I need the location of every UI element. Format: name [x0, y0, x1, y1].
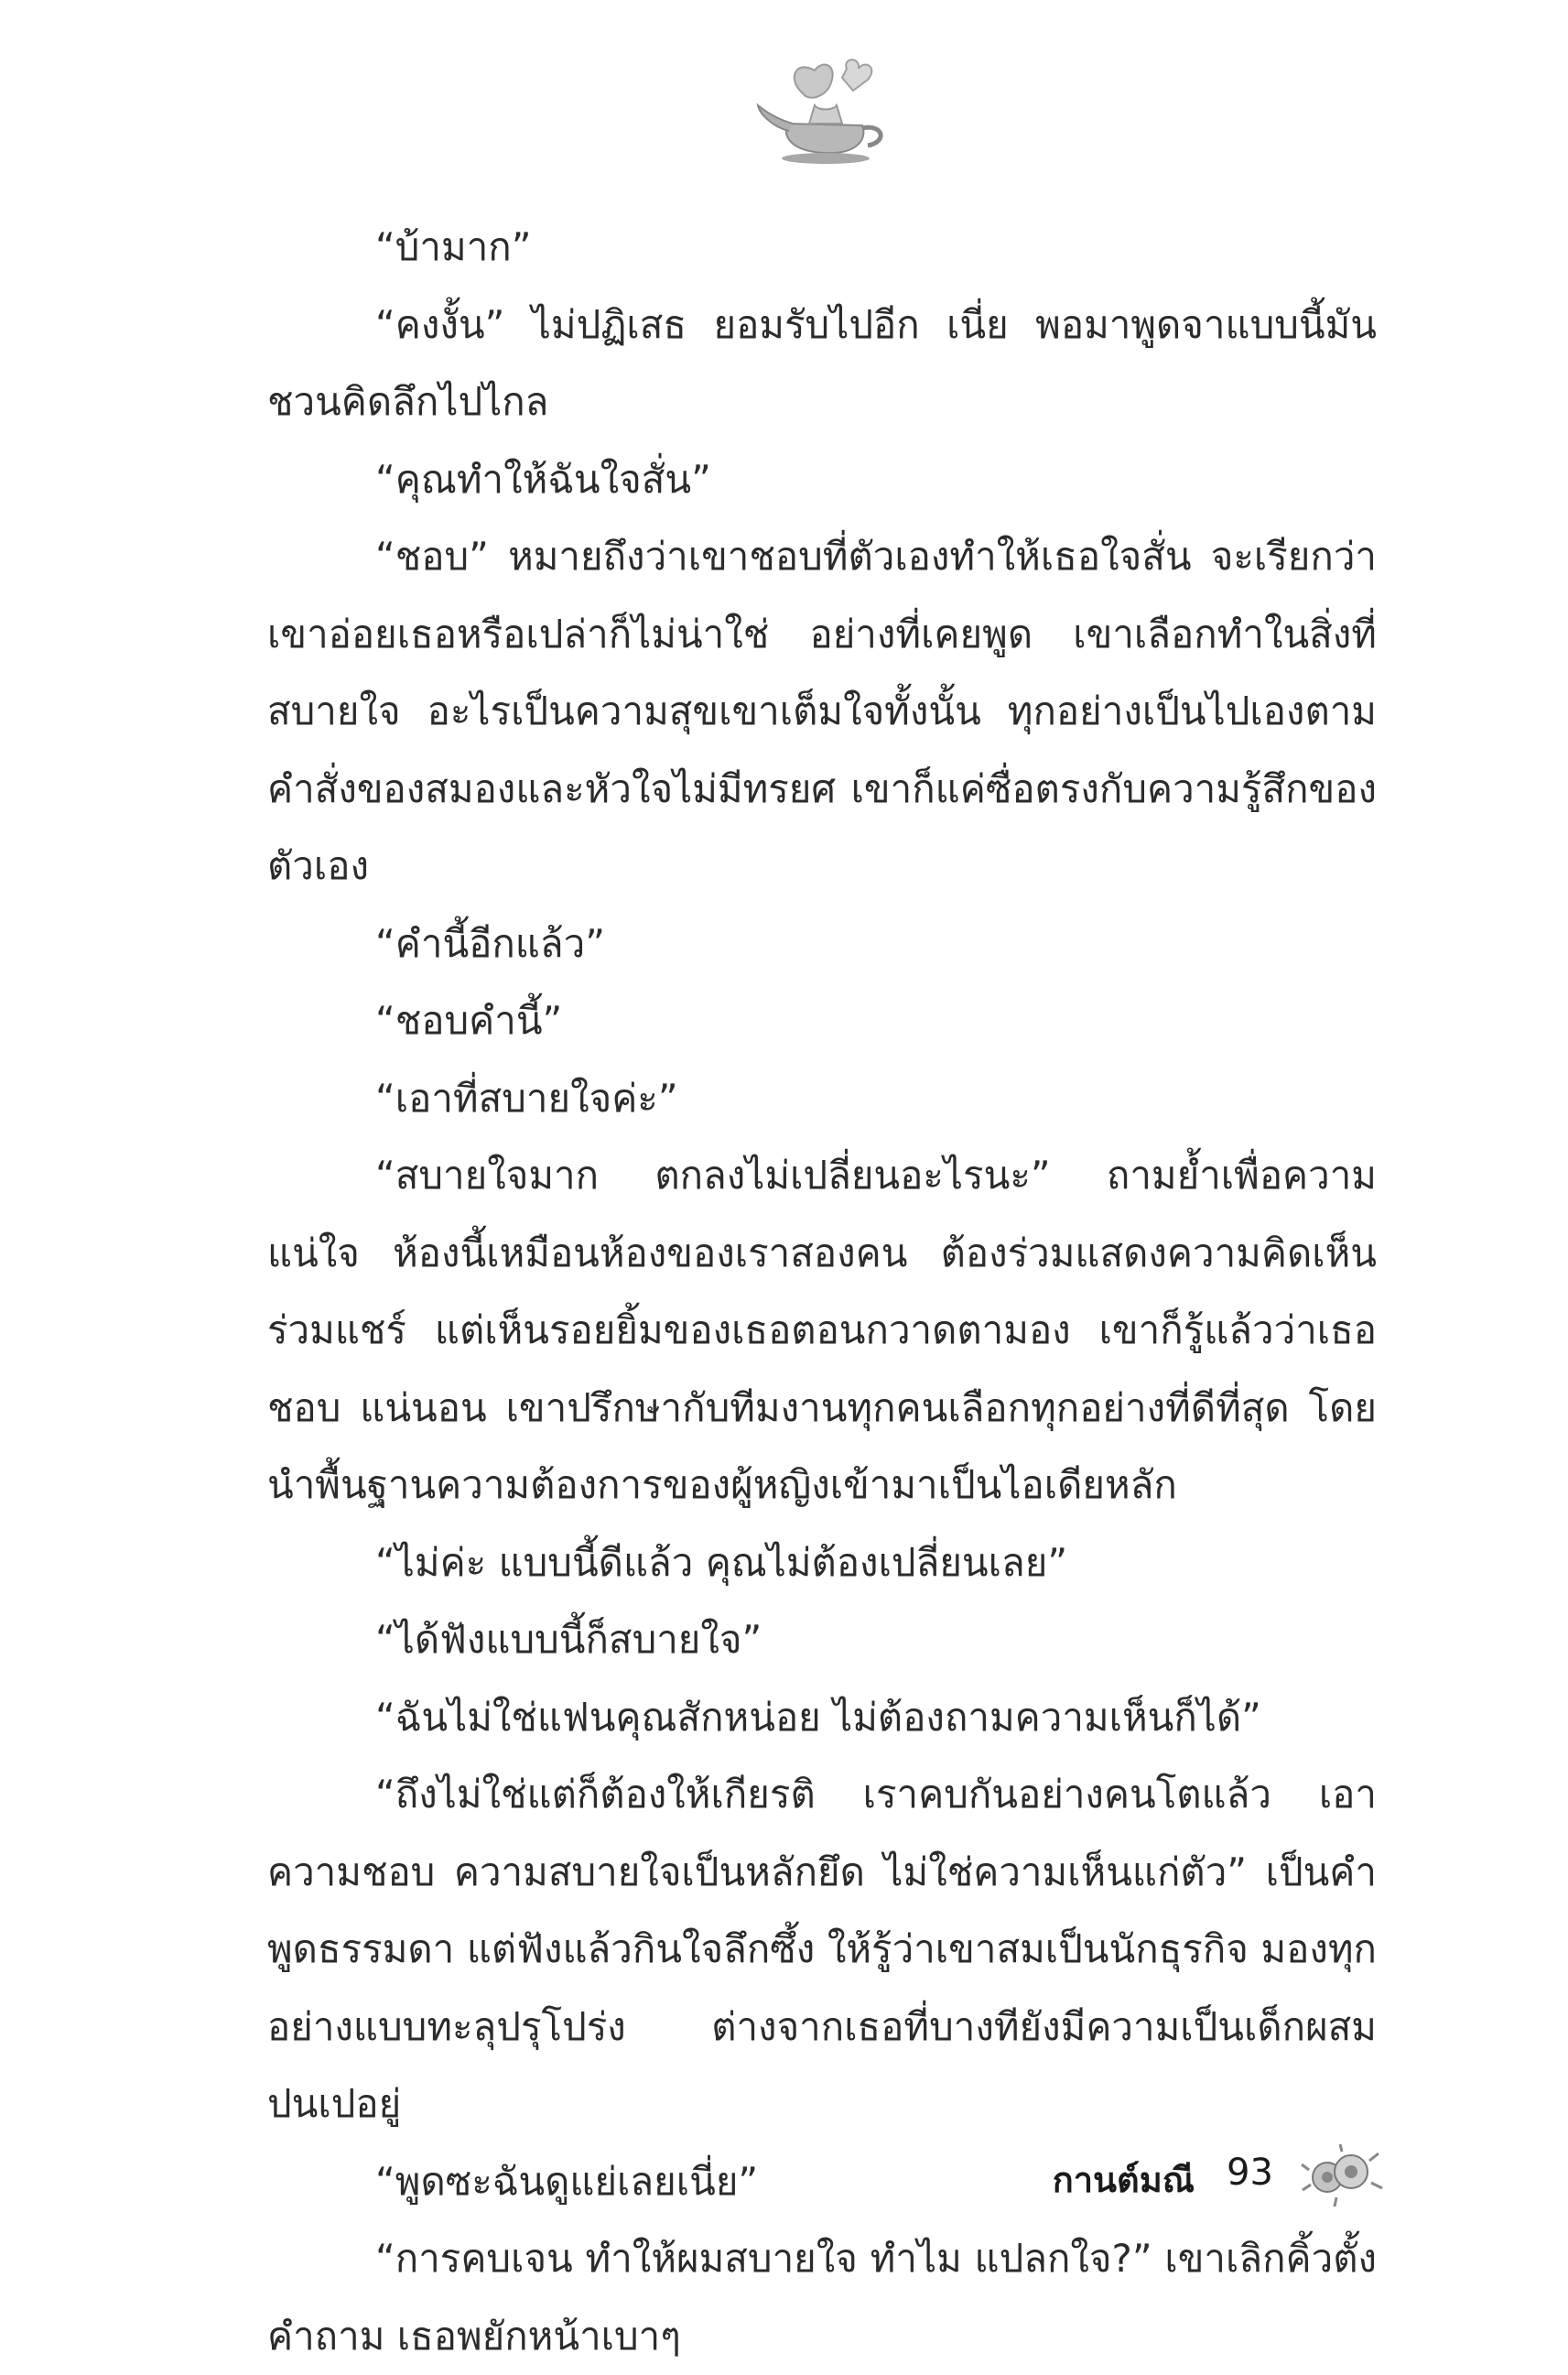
paragraph: “ถึงไม่ใช่แต่ก็ต้องให้เกียรติ เราคบกันอย่างคนโตแล้ว เอาความชอบ ความสบายใจเป็นหลักยึด ไม่ใช่ความเห็นแก่ตัว” เป็นคำพูดธรรมดา แต่ฟังแล้วกินใจลึกซึ้ง ให้รู้ว่าเขาสมเป็นนักธุรกิจ มองทุกอย่างแบบทะลุปรุโปร่ง ต่างจากเธอที่บางทียังมีความเป็นเด็กผสมปนเปอยู่: [267, 1772, 1377, 2126]
paragraph: “คุณทำให้ฉันใจสั่น”: [375, 456, 711, 502]
body-text: [267, 209, 1377, 2375]
paragraph: “สบายใจมาก ตกลงไม่เปลี่ยนอะไรนะ” ถามย้ำเพื่อความแน่ใจ ห้องนี้เหมือนห้องของเราสองคน ต้องร่วมแสดงความคิดเห็นร่วมแชร์ แต่เห็นรอยยิ้มของเธอตอนกวาดตามอง เขาก็รู้แล้วว่าเธอชอบ แน่นอน เขาปรึกษากับทีมงานทุกคนเลือกทุกอย่างที่ดีที่สุด โดยนำพื้นฐานความต้องการของผู้หญิงเข้ามาเป็นไอเดียหลัก: [267, 1153, 1377, 1507]
paragraph: “คำนี้อีกแล้ว”: [375, 920, 605, 966]
paragraph: “ไม่ค่ะ แบบนี้ดีแล้ว คุณไม่ต้องเปลี่ยนเลย”: [375, 1539, 1068, 1585]
paragraph: “การคบเจน ทำให้ผมสบายใจ ทำไม แปลกใจ?” เขาเลิกคิ้วตั้งคำถาม เธอพยักหน้าเบาๆ: [267, 2236, 1377, 2359]
page-number: 93: [1227, 2152, 1273, 2194]
paragraph: “พูดซะฉันดูแย่เลยเนี่ย”: [375, 2158, 759, 2204]
paragraph: “ชอบ” หมายถึงว่าเขาชอบที่ตัวเองทำให้เธอใจสั่น จะเรียกว่าเขาอ่อยเธอหรือเปล่าก็ไม่น่าใช่ อย่างที่เคยพูด เขาเลือกทำในสิ่งที่สบายใจ อะไรเป็นความสุขเขาเต็มใจทั้งนั้น ทุกอย่างเป็นไปเองตามคำสั่งของสมองและหัวใจไม่มีทรยศ เขาก็แค่ซื่อตรงกับความรู้สึกของตัวเอง: [267, 534, 1377, 888]
paragraph: “ชอบคำนี้”: [375, 998, 563, 1043]
paragraph: “ฉันไม่ใช่แฟนคุณสักหน่อย ไม่ต้องถามความเห็นก็ได้”: [375, 1694, 1261, 1740]
running-title: กานต์มณี: [1052, 2160, 1195, 2200]
paragraph: “คงงั้น” ไม่ปฏิเสธ ยอมรับไปอีก เนี่ย พอมาพูดจาแบบนี้มันชวนคิดลึกไปไกล: [267, 301, 1377, 424]
page-footer: [0, 2142, 1568, 2216]
flower-ornament-icon: [1300, 2142, 1384, 2208]
teapot-with-cupid-icon: [751, 50, 897, 169]
paragraph: “เอาที่สบายใจค่ะ”: [375, 1075, 678, 1121]
paragraph: “บ้ามาก”: [375, 224, 532, 269]
paragraph: “ได้ฟังแบบนี้ก็สบายใจ”: [375, 1617, 762, 1662]
